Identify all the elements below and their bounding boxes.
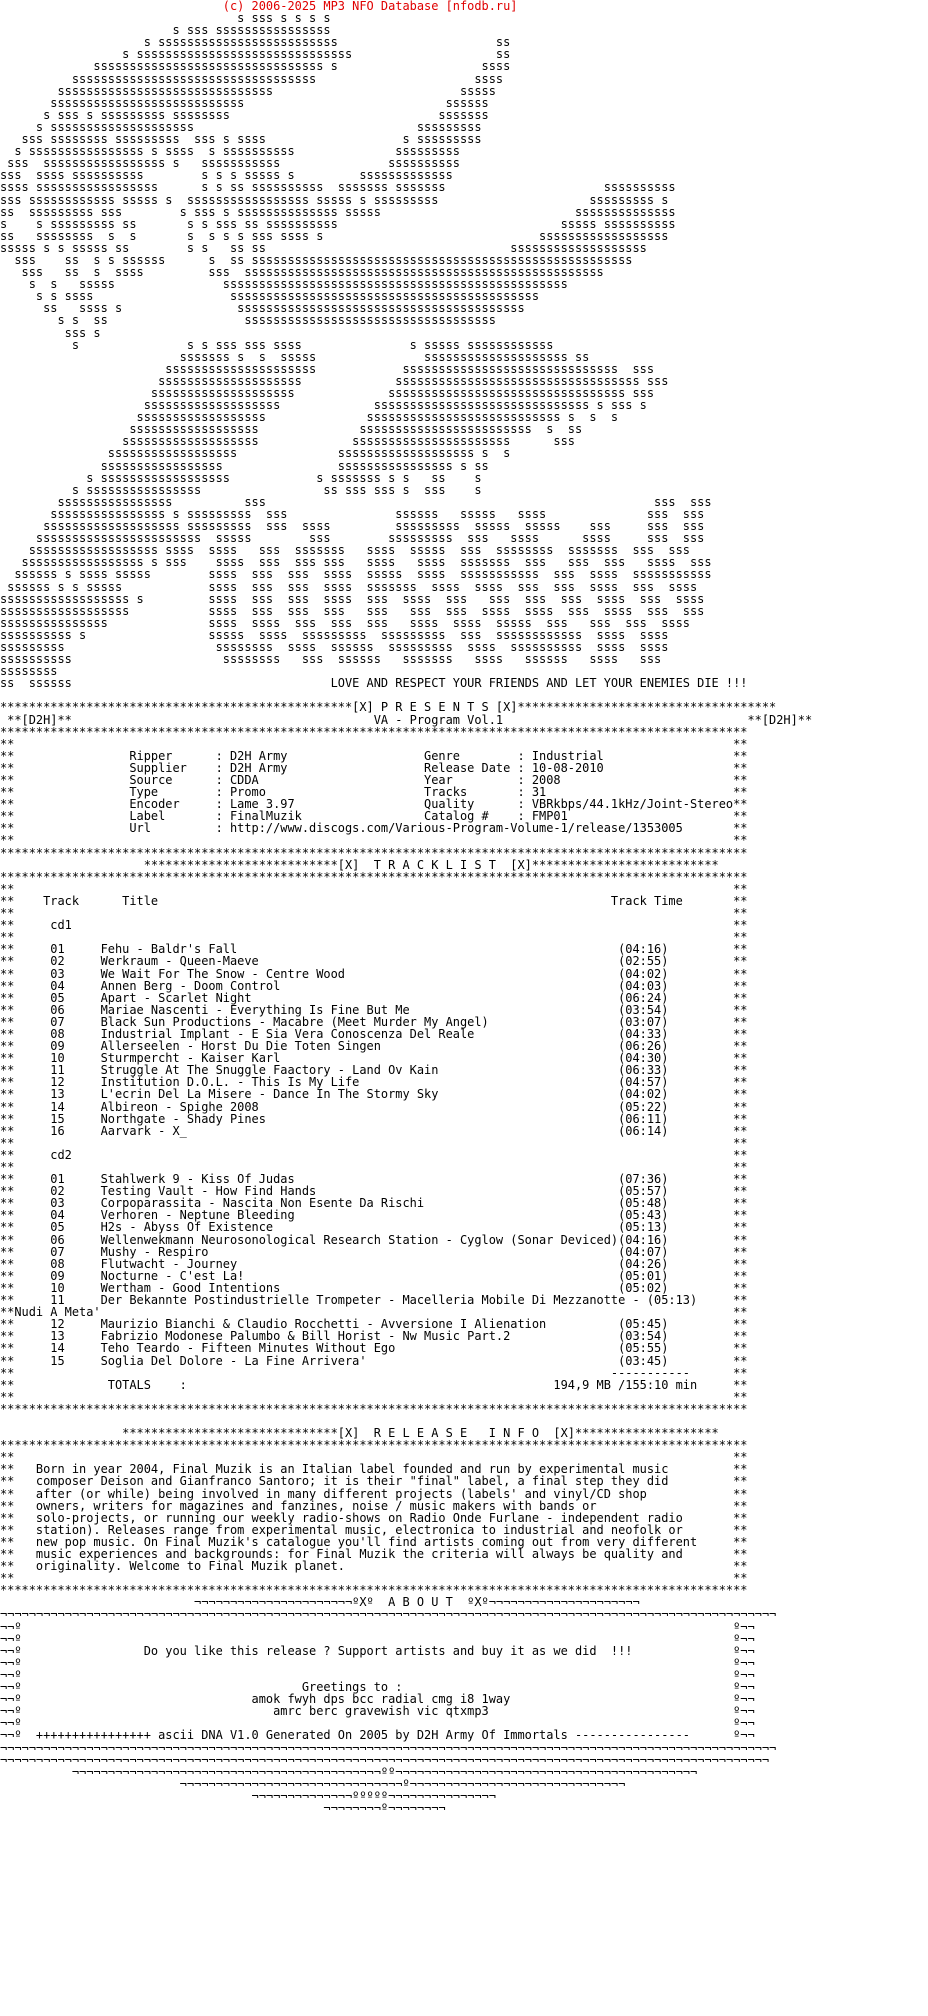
track-row: ** 12 Institution D.O.L. - This Is My Life (04:57) ** [0, 1075, 748, 1090]
logo-line: ssssss s s sssss ssss sss sss ssss sssssss ssss ssss sss sss ssss sss ssss [0, 579, 698, 594]
release-info-box-line: ******************************[X] R E L E A S E I N F O [X]******************** [0, 1426, 719, 1441]
info-box-line: ** ** [0, 833, 748, 848]
disc-label: ** ** [0, 906, 748, 921]
logo-line: sss ss s ssss sss ssssssssssssssssssssssssssssssssssssssssssssssssss [0, 265, 604, 280]
info-box-line: ** Url : http://www.discogs.com/Various-Program-Volume-1/release/1353005 ** [0, 821, 748, 836]
release-info-text: ** composer Deison and Gianfranco Santoro; it is their "final" label, a final step they did ** [0, 1474, 748, 1489]
blank-line: ******************************************************************************************************** [0, 1401, 748, 1416]
track-row: ** 10 Sturmpercht - Kaiser Karl (04:30) ** [0, 1051, 748, 1066]
footer-art: ¬¬º ++++++++++++++++ ascii DNA V1.0 Generated On 2005 by D2H Army Of Immortals ---------------- º¬¬ [0, 1728, 755, 1743]
logo-line: s ssssssssssssssss ss sss sss s sss s [0, 482, 482, 497]
release-info-text: ** station). Releases range from experimental music, electronica to industrial and neofolk or ** [0, 1522, 748, 1537]
logo-line: ss sssssssss sss s sss s ssssssssssssss sssss ssssssssssssss [0, 204, 676, 219]
about-box-line: ¬¬º º¬¬ [0, 1619, 755, 1634]
footer-art: ¬¬¬¬¬¬¬¬¬¬¬¬¬¬¬¬¬¬¬¬¬¬¬¬¬¬¬¬¬¬¬¬¬¬¬¬¬¬¬¬¬¬¬¬¬¬¬¬¬¬¬¬¬¬¬¬¬¬¬¬¬¬¬¬¬¬¬¬¬¬¬¬¬¬¬¬¬¬¬¬¬¬¬¬¬¬¬¬¬¬¬¬¬¬¬¬¬¬¬¬¬¬¬¬¬¬¬¬ [0, 1740, 777, 1755]
blank-line: ss ssssss LOVE AND RESPECT YOUR FRIENDS AND LET YOUR ENEMIES DIE !!! [0, 676, 748, 691]
logo-line: sss ssssssss sssssssss sss s ssss s sssssssss [0, 132, 482, 147]
logo-line: sssssssssssssssssssssss sssss sss sssssssss sss ssss ssss sss sss [0, 531, 705, 546]
tracklist-banner: ******************************************************************************************************** [0, 845, 748, 860]
logo-line: ssssssssss ssssssss sss ssssss sssssss ssss ssssss ssss sss [0, 652, 662, 667]
logo-line: sssss s s sssss ss s s ss ss sssssssssssssssssss [0, 240, 647, 255]
copyright-line: (c) 2006-2025 MP3 NFO Database [nfodb.ru] [0, 0, 518, 13]
about-box-line: ¬¬º amrc berc gravewish vic qtxmp3 º¬¬ [0, 1704, 755, 1719]
release-info-box-line: ******************************************************************************************************** [0, 1438, 748, 1453]
track-row: ** 12 Maurizio Bianchi & Claudio Rocchetti - Avversione I Alienation (05:45) ** [0, 1317, 748, 1332]
logo-line: ssssssssssssssssssss sssssssssssssssssssssssssssssssss sss [0, 386, 655, 400]
logo-line: ssssssssssssssss sss sss sss [0, 494, 712, 509]
track-row: **Nudi A Meta' ** [0, 1305, 748, 1320]
track-row: ** 09 Nocturne - C'est La! (05:01) ** [0, 1268, 748, 1283]
logo-line: sss ssss ssssssssss s s s sssss s sssssssssssss [0, 168, 453, 183]
logo-line: sss ss s s ssssss s ss sssssssssssssssssssssssssssssssssssssssssssssssssssss [0, 252, 633, 267]
greetings-list: ¬¬º Greetings to : º¬¬ [0, 1680, 755, 1695]
track-row: ** 06 Wellenwekmann Neurosonological Research Station - Cyglow (Sonar Deviced)(04:16) ** [0, 1232, 748, 1247]
release-info-text: ** music experiences and backgrounds: for Final Muzik the criteria will always be quality and ** [0, 1547, 748, 1561]
greetings-list: ¬¬º amok fwyh dps bcc radial cmg i8 1way º¬¬ [0, 1692, 755, 1707]
logo-line: s sss s sssssssss ssssssss sssssss [0, 107, 489, 122]
greetings-title: ¬¬º º¬¬ [0, 1667, 755, 1682]
logo-line: s s ss sssssssssssssssssssssssssssssssssss [0, 313, 496, 328]
release-info-text: ** after (or while) being involved in many different projects (labels' and vinyl/CD shop ** [0, 1486, 748, 1501]
logo-line: s s sssssssss ss s s sss ss ssssssssss sssss ssssssssss [0, 216, 676, 231]
track-row: ** 05 H2s - Abyss Of Existence (05:13) ** [0, 1220, 748, 1235]
logo-line: sssssssssssssssssss ssssssssssssssssssssssssssssss s sss s [0, 398, 647, 413]
totals-row: ** ----------- ** [0, 1365, 748, 1380]
track-row: ** 01 Stahlwerk 9 - Kiss Of Judas (07:36) ** [0, 1172, 748, 1187]
track-row: ** 06 Mariae Nascenti - Everything Is Fine But Me (03:54) ** [0, 1002, 748, 1017]
release-info-text: ** new pop music. On Final Muzik's catalogue you'll find artists coming out from very different ** [0, 1534, 748, 1549]
logo-line: s ssssssssssssssssssssssssssssss ss [0, 47, 511, 62]
track-row: ** 11 Struggle At The Snuggle Faactory - Land Ov Kain (06:33) ** [0, 1063, 748, 1078]
logo-line: ssss sssssssssssssssss s s ss ssssssssss sssssss sssssss ssssssssss [0, 180, 676, 195]
track-row: ** 02 Werkraum - Queen-Maeve (02:55) ** [0, 954, 748, 969]
logo-line: sssssssssssssss ssss ssss sss sss sss ssss ssss sssss sss sss sss ssss [0, 615, 690, 630]
release-title: *************************************************[X] P R E S E N T S [X]************************************ [0, 700, 777, 715]
track-row: ** 08 Industrial Implant - E Sia Vera Conoscenza Del Reale (04:33) ** [0, 1026, 748, 1041]
tracklist-header: ** ** [0, 881, 748, 896]
logo-line: ssssssssssssssssss sssssssssssssssssssssssssss s s s [0, 410, 619, 425]
tracklist-box-line: ** TOTALS : 194,9 MB /155:10 min ** [0, 1377, 748, 1392]
logo-line: ssssssssssssssssssssssssssssss sssss [0, 83, 496, 98]
track-row: ** 03 Corpoparassita - Nascita Non Esente Da Rischi (05:48) ** [0, 1196, 748, 1211]
tracklist-box-line: ** Track Title Track Time ** [0, 893, 748, 908]
release-info-text: ** solo-projects, or running our weekly radio-shows on Radio Onde Furlane - independent radio ** [0, 1510, 748, 1525]
info-url-row: ** Label : FinalMuzik Catalog # : FMP01 ** [0, 809, 748, 824]
logo-line: sss s [0, 325, 101, 340]
footer-art: ¬¬¬¬¬¬¬¬¬¬¬¬¬¬ººººº¬¬¬¬¬¬¬¬¬¬¬¬¬¬¬ [0, 1788, 496, 1803]
release-info-text: ** Born in year 2004, Final Muzik is an Italian label founded and run by experimental music ** [0, 1462, 748, 1477]
info-box-line: **[D2H]** VA - Program Vol.1 **[D2H]** [0, 712, 813, 727]
tagline: ssssssss [0, 664, 58, 679]
tracklist-box-line: ******************************************************************************************************** [0, 869, 748, 884]
info-row: ** Supplier : D2H Army Release Date : 10-08-2010 ** [0, 760, 748, 775]
logo-line: s ssssssssssssssssssss sssssssss [0, 119, 482, 134]
tracklist-box-line: ***************************[X] T R A C K L I S T [X]************************** [0, 857, 719, 872]
logo-line: ssssssssssssssssss sssssssssssssssssss s s [0, 446, 511, 461]
generator-credit: ¬¬º º¬¬ [0, 1716, 755, 1731]
logo-line: s sss ssssssssssssssss [0, 23, 331, 38]
logo-line: sssssss s s sssss ssssssssssssssssssss ss [0, 349, 590, 364]
support-message: ¬¬º º¬¬ [0, 1631, 755, 1646]
footer-art: ¬¬¬¬¬¬¬¬º¬¬¬¬¬¬¬¬ [0, 1800, 446, 1815]
about-box-line: ¬¬º º¬¬ [0, 1655, 755, 1670]
release-info-box-line: ** originality. Welcome to Final Muzik planet. ** [0, 1559, 748, 1574]
track-row: ** 04 Verhoren - Neptune Bleeding (05:43) ** [0, 1208, 748, 1223]
info-row: ** ** [0, 736, 748, 751]
track-row: ** 02 Testing Vault - How Find Hands (05:57) ** [0, 1184, 748, 1199]
tracklist-box-line: ** cd1 ** [0, 918, 748, 933]
logo-line: sssssssssssssssssss sssssssss sss ssss sssssssss sssss sssss sss sss sss [0, 519, 705, 534]
logo-line: ssssssssssssssssssss ssssssssssssssssssssssssssssssssss sss [0, 373, 669, 388]
logo-line: s s ssss sssssssssssssssssssssssssssssssssssssssssss [0, 289, 540, 304]
track-row: ** 14 Albireon - Spighe 2008 (05:22) ** [0, 1099, 748, 1114]
totals-divider: ** 15 Soglia Del Dolore - La Fine Arrivera' (03:45) ** [0, 1353, 748, 1368]
tracklist-box-line: ** cd2 ** [0, 1147, 748, 1162]
track-row: ** 05 Apart - Scarlet Night (06:24) ** [0, 990, 748, 1005]
track-row: ** 08 Flutwacht - Journey (04:26) ** [0, 1256, 748, 1271]
track-row: ** 01 Fehu - Baldr's Fall (04:16) ** [0, 942, 748, 957]
track-row: ** ** [0, 1160, 748, 1174]
logo-line: ssssssssssssssss s sssssssss sss ssssss sssss ssss sss sss [0, 506, 705, 521]
track-row: ** 03 We Wait For The Snow - Centre Wood (04:02) ** [0, 966, 748, 981]
logo-line: sssssssss ssssssss ssss ssssss sssssssss ssss ssssssssss ssss ssss [0, 639, 669, 654]
logo-line: ssssssssssssssssss ssss sss sss sss sss sss sss ssss ssss sss ssss sss sss [0, 603, 705, 618]
release-info-text: ** owners, writers for magazines and fanzines, noise / music makers with bands or ** [0, 1498, 748, 1513]
logo-line: ssssssssssssssssssssssssssssssss s ssss [0, 59, 511, 74]
track-row: ** 07 Black Sun Productions - Macabre (Meet Murder My Angel) (03:07) ** [0, 1014, 748, 1029]
logo-line: sssssssssssssssssssssssssss ssssss [0, 95, 489, 110]
info-row: ** Source : CDDA Year : 2008 ** [0, 773, 748, 787]
info-box-line: ******************************************************************************************************** [0, 724, 748, 739]
disc-label: ** ** [0, 1135, 748, 1150]
logo-line: s ssssssssssssssssss s sssssss s s ss s [0, 470, 482, 485]
track-row: ** ** [0, 930, 748, 945]
logo-line: sssssssssssssssss ssssssssssssssss s ss [0, 458, 489, 473]
footer-art: ¬¬¬¬¬¬¬¬¬¬¬¬¬¬¬¬¬¬¬¬¬¬¬¬¬¬¬¬¬¬¬º¬¬¬¬¬¬¬¬¬¬¬¬¬¬¬¬¬¬¬¬¬¬¬¬¬¬¬¬¬¬ [0, 1776, 626, 1791]
logo-line: sssssssssssssssssssss ssssssssssssssssssssssssssssss sss [0, 361, 655, 376]
track-row: ** 10 Wertham - Good Intentions (05:02) ** [0, 1280, 748, 1295]
track-row: ** 13 Fabrizio Modonese Palumbo & Bill Horist - Nw Music Part.2 (03:54) ** [0, 1329, 748, 1344]
about-box-line: ¬¬¬¬¬¬¬¬¬¬¬¬¬¬¬¬¬¬¬¬¬¬¬¬¬¬¬¬¬¬¬¬¬¬¬¬¬¬¬¬¬¬¬¬¬¬¬¬¬¬¬¬¬¬¬¬¬¬¬¬¬¬¬¬¬¬¬¬¬¬¬¬¬¬¬¬¬¬¬¬¬¬¬¬¬¬¬¬¬¬¬¬¬¬¬¬¬¬¬¬¬¬¬¬¬¬¬¬ [0, 1607, 777, 1622]
track-row: ** 04 Annen Berg - Doom Control (04:03) ** [0, 978, 748, 993]
logo-line: s sss s s s s [0, 11, 331, 26]
logo-line: ssssssssssssssssss ssssssssssssssssssssssss s ss [0, 422, 583, 437]
track-row: ** 09 Allerseelen - Horst Du Die Toten Singen (06:26) ** [0, 1039, 748, 1054]
logo-line: sss ssssssssssss sssss s sssssssssssssssss sssss s sssssssss sssssssss s [0, 192, 669, 207]
logo-line: ssssssssssssssssss ssss ssss sss sssssss ssss sssss sss ssssssss sssssss sss sss [0, 543, 690, 558]
logo-line: sssssssssssssssss s sss ssss sss sss sss ssss ssss sssssss sss sss sss ssss sss [0, 555, 712, 570]
logo-line: s ssssssssssssssss s ssss s ssssssssss sssssssss [0, 144, 460, 159]
logo-line: ss ssss s ssssssssssssssssssssssssssssssssssssssss [0, 301, 525, 316]
footer-art: ¬¬¬¬¬¬¬¬¬¬¬¬¬¬¬¬¬¬¬¬¬¬¬¬¬¬¬¬¬¬¬¬¬¬¬¬¬¬¬¬¬¬¬¬¬¬¬¬¬¬¬¬¬¬¬¬¬¬¬¬¬¬¬¬¬¬¬¬¬¬¬¬¬¬¬¬¬¬¬¬¬¬¬¬¬¬¬¬¬¬¬¬¬¬¬¬¬¬¬¬¬¬¬¬¬¬¬ [0, 1752, 770, 1767]
logo-line: sssssssssssssssssss ssssssssssssssssssssss sss [0, 434, 575, 449]
logo-line: ssssssssss s sssss ssss sssssssss sssssssss sss ssssssssssss ssss ssss [0, 627, 669, 642]
release-info-text: ** ** [0, 1450, 748, 1465]
logo-line: s sssssssssssssssssssssssss ss [0, 35, 511, 50]
logo-line: s s sssss ssssssssssssssssssssssssssssssssssssssssssssssss [0, 277, 568, 292]
logo-line: s s s sss sss ssss s sssss ssssssssssss [0, 337, 554, 352]
logo-line: ssssssssssssssssssssssssssssssssss ssss [0, 71, 504, 86]
release-info-box-line: ** ** [0, 1571, 748, 1586]
track-row: ** 15 Northgate - Shady Pines (06:11) ** [0, 1111, 748, 1126]
track-row: ** 07 Mushy - Respiro (04:07) ** [0, 1244, 748, 1259]
about-box-line: ¬¬¬¬¬¬¬¬¬¬¬¬¬¬¬¬¬¬¬¬¬¬ºXº A B O U T ºXº¬¬¬¬¬¬¬¬¬¬¬¬¬¬¬¬¬¬¬¬¬ [0, 1595, 640, 1610]
track-row: ** 14 Teho Teardo - Fifteen Minutes Without Ego (05:55) ** [0, 1341, 748, 1356]
about-banner: ******************************************************************************************************** [0, 1583, 748, 1598]
tracklist-box-line: ** ** [0, 1389, 748, 1404]
about-box-line: ¬¬º Do you like this release ? Support artists and buy it as we did !!! º¬¬ [0, 1643, 755, 1658]
logo-line: sss sssssssssssssssss s sssssssssss ssssssssss [0, 156, 460, 171]
info-row: ** Type : Promo Tracks : 31 ** [0, 785, 748, 800]
logo-line: ssssss s ssss sssss ssss sss sss ssss sssss ssss sssssssssss sss ssss sssssssssss [0, 567, 712, 582]
track-row: ** 13 L'ecrin Del La Misere - Dance In The Stormy Sky (04:02) ** [0, 1087, 748, 1102]
logo-line: ssssssssssssssssss s ssss sss sss ssss sss ssss sss sss sss sss ssss sss ssss [0, 591, 705, 606]
info-row: ** Ripper : D2H Army Genre : Industrial ** [0, 748, 748, 763]
track-row-continued: ** 11 Der Bekannte Postindustrielle Trompeter - Macelleria Mobile Di Mezzanotte - (05:13) ** [0, 1293, 748, 1308]
footer-art: ¬¬¬¬¬¬¬¬¬¬¬¬¬¬¬¬¬¬¬¬¬¬¬¬¬¬¬¬¬¬¬¬¬¬¬¬¬¬¬¬¬¬¬ºº¬¬¬¬¬¬¬¬¬¬¬¬¬¬¬¬¬¬¬¬¬¬¬¬¬¬¬¬¬¬¬¬¬¬¬¬¬¬¬¬¬¬ [0, 1764, 698, 1779]
tracklist-box-line: ** 16 Aarvark - X_ (06:14) ** [0, 1123, 748, 1138]
info-row: ** Encoder : Lame 3.97 Quality : VBRkbps/44.1kHz/Joint-Stereo** [0, 797, 748, 812]
logo-line: ss ssssssss s s s s s s sss ssss s ssssssssssssssssss [0, 228, 669, 243]
